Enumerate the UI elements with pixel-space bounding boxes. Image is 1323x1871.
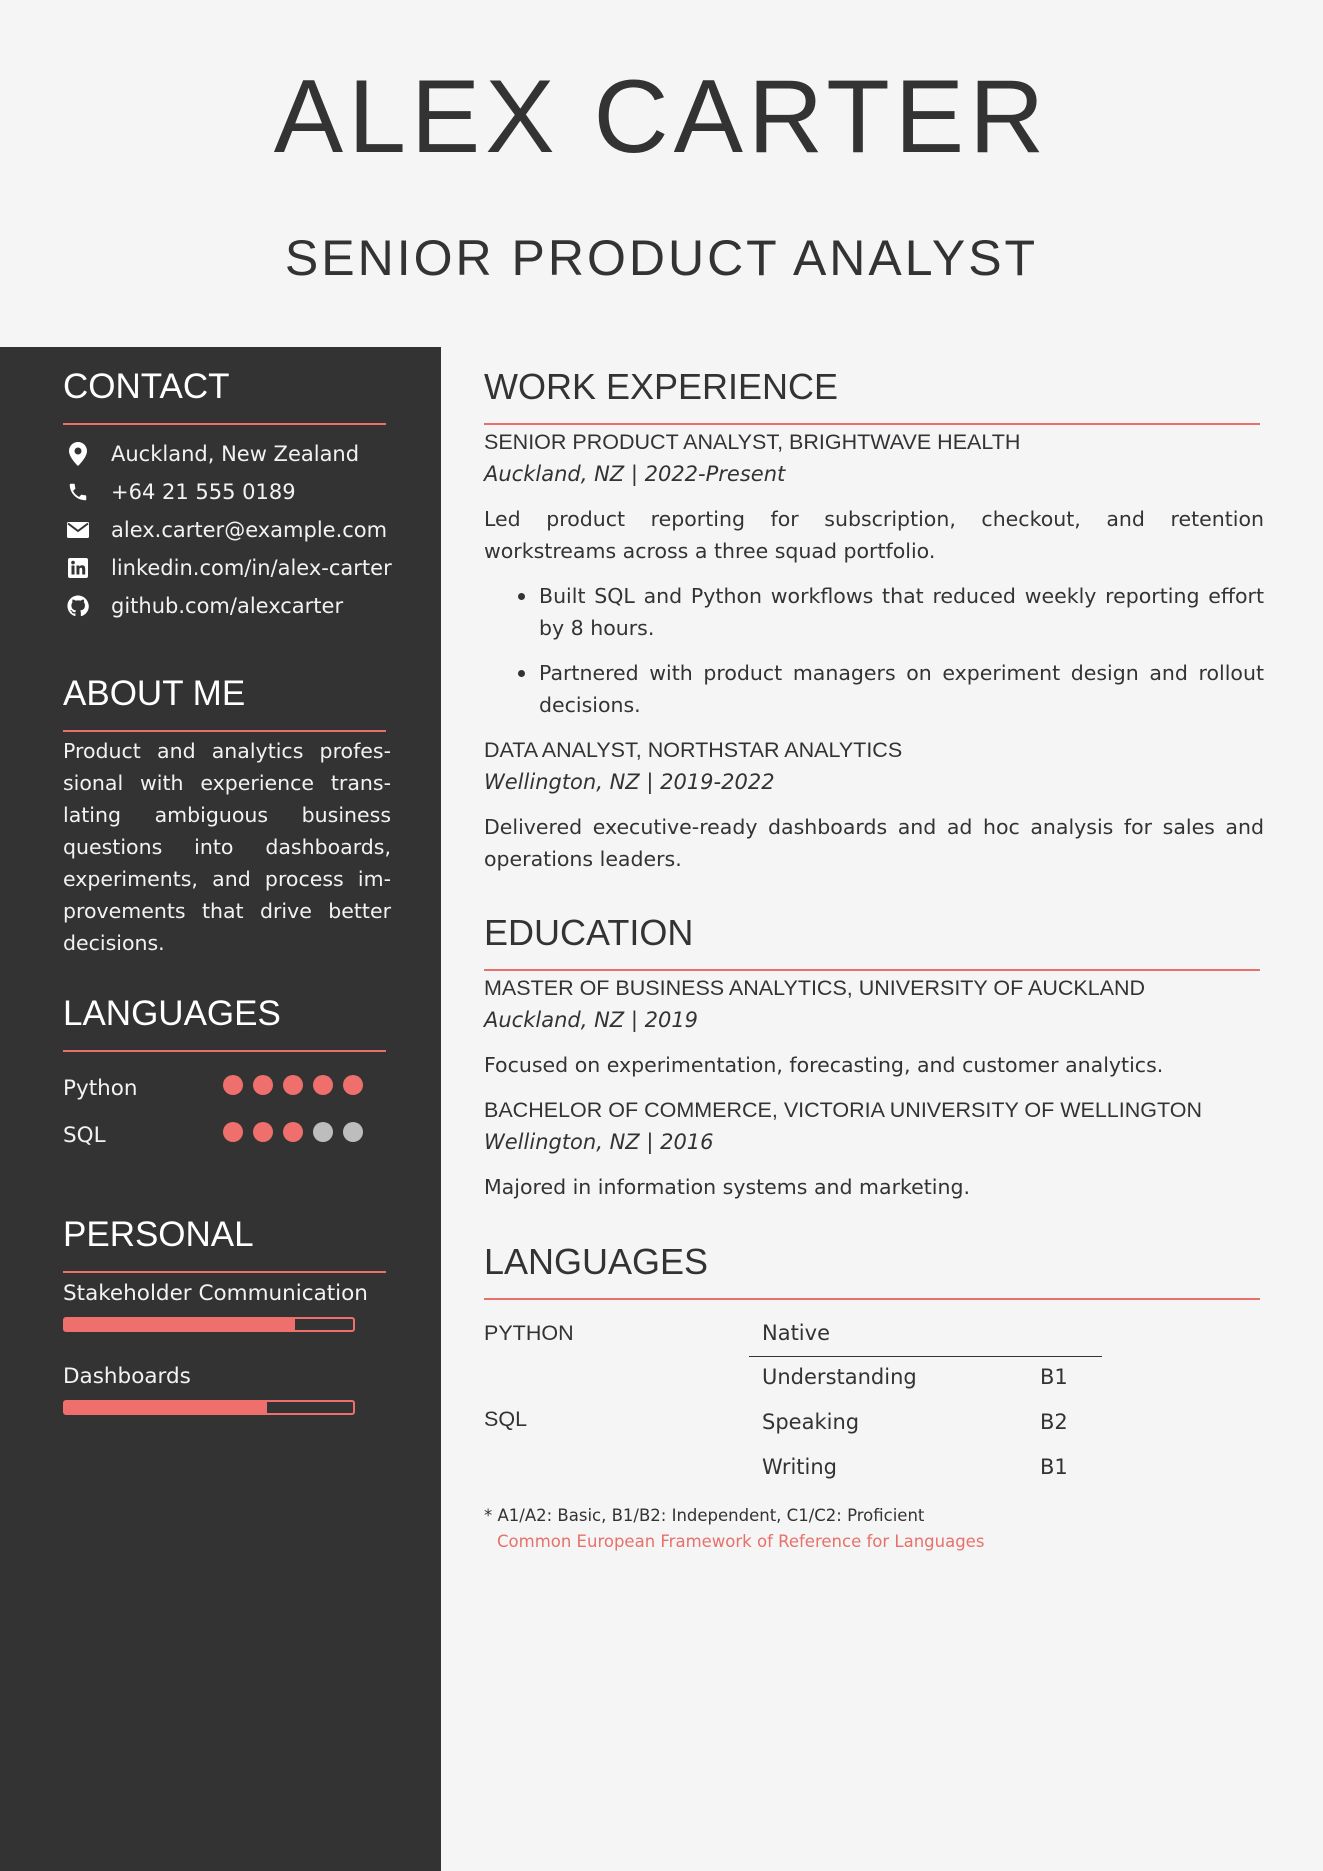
education-title: MASTER OF BUSINESS ANALYTICS, UNIVERSITY OF AUCKLAND [484,976,1146,1000]
phone-icon [63,478,93,506]
language-name: SQL [63,1122,106,1148]
language-level-dots [223,1075,373,1101]
level-dot-filled [313,1075,333,1095]
skill-bar [63,1317,355,1332]
job-bullet: Built SQL and Python workflows that reduced weekly reporting effort by 8 hours. [484,580,1264,644]
contact-location [63,439,403,469]
job-bullet: Partnered with product managers on experiment design and rollout decisions. [484,657,1264,721]
education-heading: EDUCATION [484,908,1260,971]
skill-bar [63,1400,355,1415]
education-meta: Auckland, NZ | 2019 [484,1008,699,1032]
personal-heading: PERSONAL [63,1210,386,1273]
language-name: Python [63,1075,138,1101]
languages-table-heading: LANGUAGES [484,1237,1260,1300]
about-heading: ABOUT ME [63,669,386,732]
language-row-sql [63,1120,383,1150]
level-dot-empty [313,1122,333,1142]
contact-phone [63,477,403,507]
skill-bar-fill [65,1319,295,1330]
skill-bar-fill [65,1402,267,1413]
about-text: Product and analytics professional with experience translating ambiguous business questions into dashboards, experiments, and process improvements that drive better decisions. [63,739,391,955]
language-table-python-level: Native [762,1321,830,1345]
language-row-python [63,1073,383,1103]
work-experience-heading: WORK EXPERIENCE [484,362,1260,425]
language-table-level: B1 [1040,1455,1068,1479]
level-dot-filled [283,1075,303,1095]
contact-heading: CONTACT [63,362,386,425]
language-table-sql: SQL [484,1407,528,1431]
envelope-icon [63,516,93,544]
job-summary: Delivered executive-ready dashboards and ad hoc analysis for sales and operations leaders. [484,815,1264,871]
sidebar [0,347,441,1871]
language-level-dots [223,1122,373,1148]
language-table-skill: Writing [762,1455,837,1479]
language-table-skill: Understanding [762,1365,917,1389]
language-table-level: B2 [1040,1410,1068,1434]
contact-github-text[interactable]: github.com/alexcarter [111,594,344,618]
cefr-link[interactable]: Common European Framework of Reference for Languages [497,1532,985,1551]
job-title: DATA ANALYST, NORTHSTAR ANALYTICS [484,738,903,762]
level-dot-filled [343,1075,363,1095]
job-meta: Wellington, NZ | 2019-2022 [484,770,775,794]
job-summary: Led product reporting for subscription, checkout, and retention workstreams across a three squad portfolio. [484,507,1264,563]
cefr-footnote: * A1/A2: Basic, B1/B2: Independent, C1/C2: Proficient [484,1506,925,1525]
level-dot-filled [253,1122,273,1142]
level-dot-filled [283,1122,303,1142]
contact-email-text[interactable]: alex.carter@example.com [111,518,388,542]
contact-email[interactable] [63,515,403,545]
contact-github[interactable] [63,591,403,621]
level-dot-empty [343,1122,363,1142]
job-meta: Auckland, NZ | 2022-Present [484,462,786,486]
language-table-python: PYTHON [484,1321,574,1345]
contact-location-text: Auckland, New Zealand [111,442,360,466]
language-table-divider [749,1356,1102,1357]
skill-label: Dashboards [63,1364,191,1389]
education-summary: Majored in information systems and marketing. [484,1175,971,1199]
language-table-skill: Speaking [762,1410,860,1434]
job-title: SENIOR PRODUCT ANALYST, BRIGHTWAVE HEALTH [484,430,1021,454]
language-table-level: B1 [1040,1365,1068,1389]
linkedin-icon [63,554,93,582]
level-dot-filled [253,1075,273,1095]
education-meta: Wellington, NZ | 2016 [484,1130,714,1154]
map-pin-icon [63,440,93,468]
languages-heading: LANGUAGES [63,989,386,1052]
education-summary: Focused on experimentation, forecasting, and customer analytics. [484,1053,1164,1077]
contact-phone-text: +64 21 555 0189 [111,480,296,504]
level-dot-filled [223,1075,243,1095]
contact-linkedin-text[interactable]: linkedin.com/in/alex-carter [111,556,392,580]
contact-linkedin[interactable] [63,553,403,583]
github-icon [63,592,93,620]
candidate-title: SENIOR PRODUCT ANALYST [284,230,1039,286]
level-dot-filled [223,1122,243,1142]
education-title: BACHELOR OF COMMERCE, VICTORIA UNIVERSITY OF WELLINGTON [484,1098,1202,1122]
candidate-name: ALEX CARTER [273,59,1050,175]
skill-label: Stakeholder Communication [63,1281,368,1306]
job-bullets [484,580,1264,734]
